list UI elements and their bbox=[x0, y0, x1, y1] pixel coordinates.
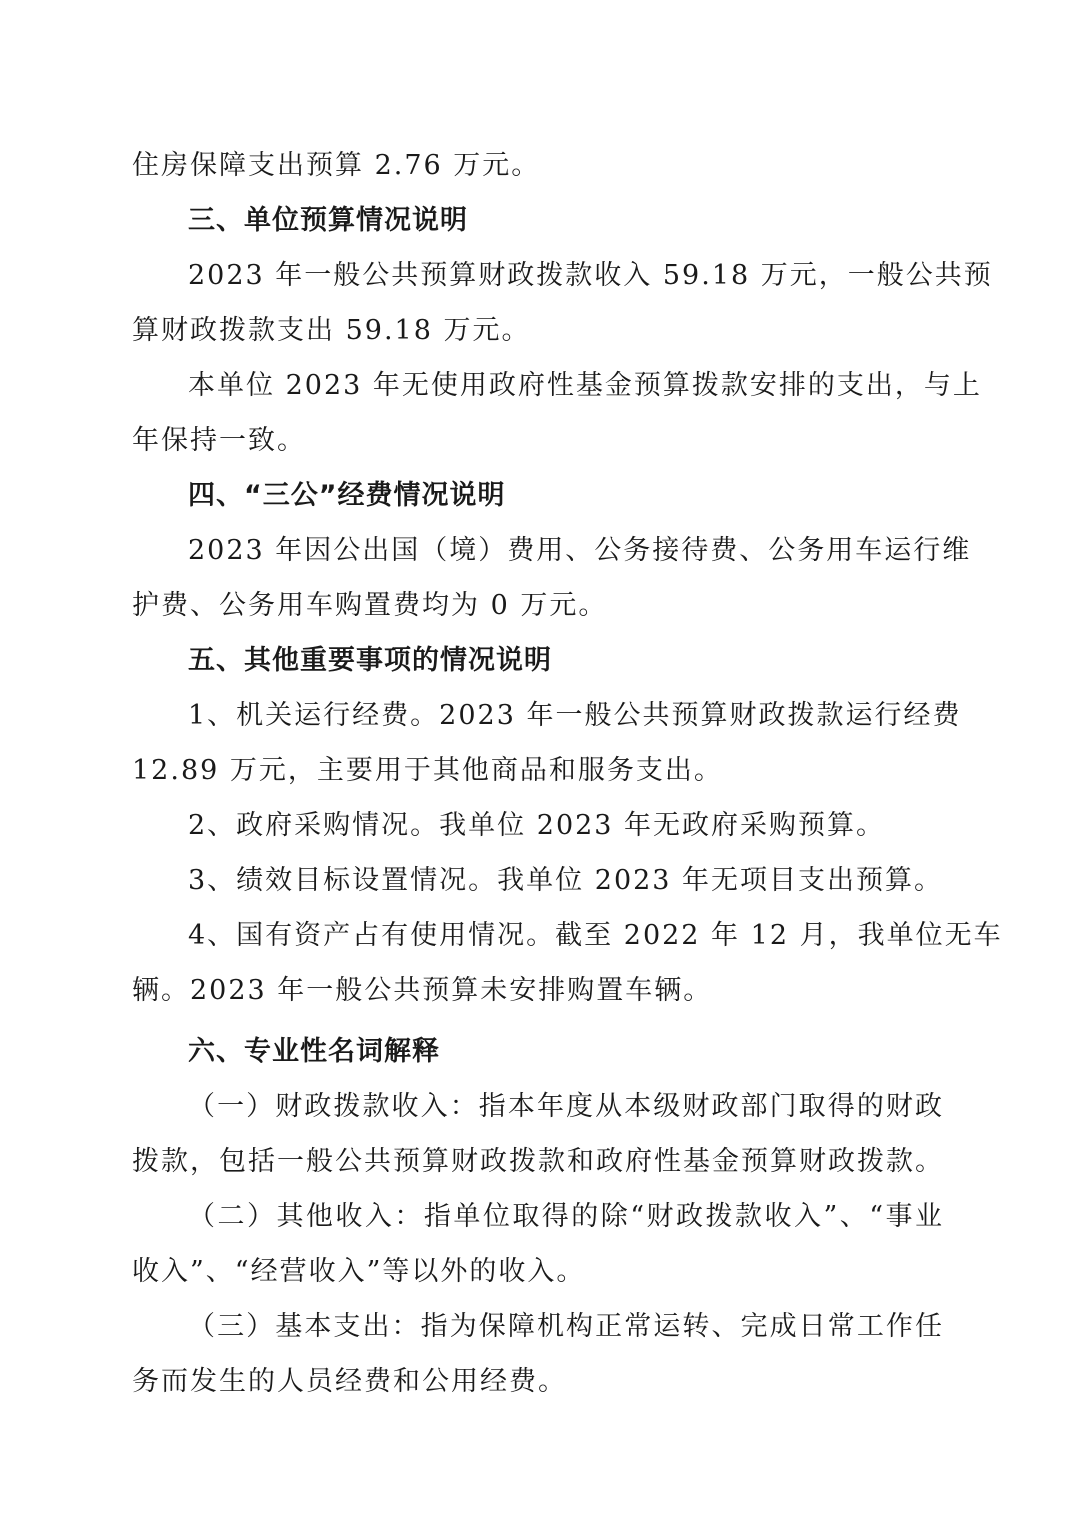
document-page bbox=[132, 138, 1003, 1409]
paragraph-line: （二）其他收入：指单位取得的除“财政拨款收入”、“事业 bbox=[188, 1201, 944, 1232]
paragraph-line: 拨款，包括一般公共预算财政拨款和政府性基金预算财政拨款。 bbox=[132, 1146, 944, 1177]
section-heading-4: 四、“三公”经费情况说明 bbox=[188, 480, 506, 511]
paragraph-line: 1、机关运行经费。2023 年一般公共预算财政拨款运行经费 bbox=[188, 700, 962, 731]
paragraph-line: 2023 年因公出国（境）费用、公务接待费、公务用车运行维 bbox=[188, 535, 972, 566]
paragraph-line: 算财政拨款支出 59.18 万元。 bbox=[132, 315, 531, 346]
paragraph-line: 收入”、“经营收入”等以外的收入。 bbox=[132, 1256, 586, 1287]
paragraph-line: 12.89 万元，主要用于其他商品和服务支出。 bbox=[132, 755, 723, 786]
paragraph-line: 务而发生的人员经费和公用经费。 bbox=[132, 1366, 567, 1397]
paragraph-line: （一）财政拨款收入：指本年度从本级财政部门取得的财政 bbox=[188, 1091, 944, 1122]
paragraph-line: 护费、公务用车购置费均为 0 万元。 bbox=[132, 590, 608, 621]
paragraph-line: 2023 年一般公共预算财政拨款收入 59.18 万元，一般公共预 bbox=[188, 260, 993, 291]
paragraph-line: 4、国有资产占有使用情况。截至 2022 年 12 月，我单位无车 bbox=[188, 920, 1003, 951]
paragraph-line: 辆。2023 年一般公共预算未安排购置车辆。 bbox=[132, 975, 713, 1006]
section-heading-5: 五、其他重要事项的情况说明 bbox=[188, 645, 552, 676]
paragraph-line: 年保持一致。 bbox=[132, 425, 306, 456]
paragraph-line: 本单位 2023 年无使用政府性基金预算拨款安排的支出，与上 bbox=[188, 370, 982, 401]
section-heading-6: 六、专业性名词解释 bbox=[188, 1036, 440, 1067]
section-heading-3: 三、单位预算情况说明 bbox=[188, 205, 468, 236]
paragraph-line: 住房保障支出预算 2.76 万元。 bbox=[132, 150, 541, 181]
paragraph-line: 3、绩效目标设置情况。我单位 2023 年无项目支出预算。 bbox=[188, 865, 944, 896]
paragraph-line: 2、政府采购情况。我单位 2023 年无政府采购预算。 bbox=[188, 810, 886, 841]
paragraph-line: （三）基本支出：指为保障机构正常运转、完成日常工作任 bbox=[188, 1311, 944, 1342]
